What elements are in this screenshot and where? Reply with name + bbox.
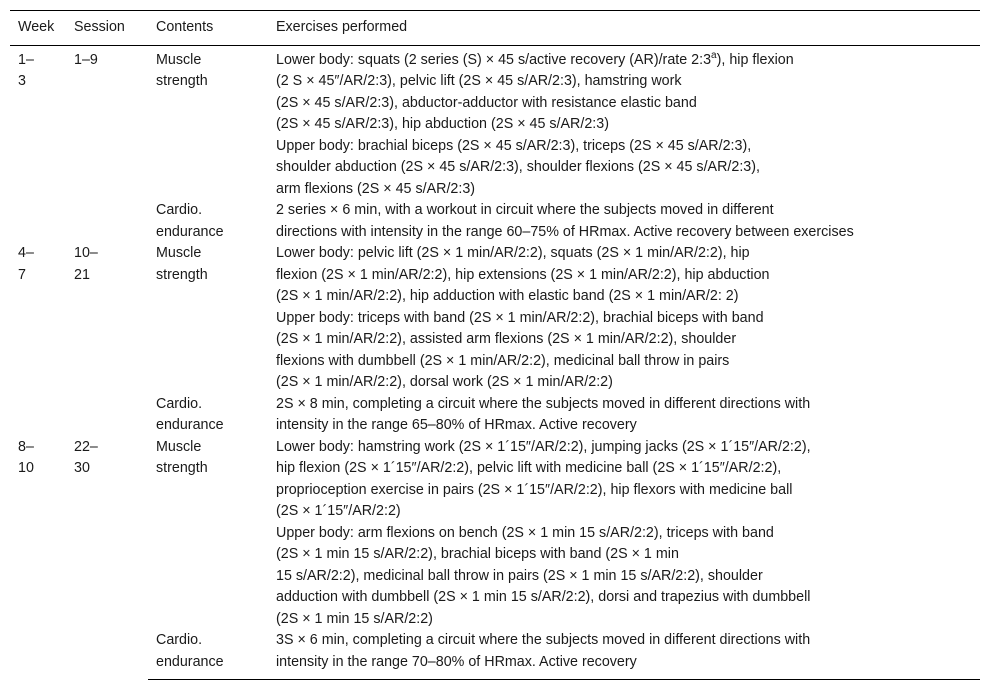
session-cell: 10– 21 [74, 245, 98, 283]
week-cell: 8– 10 [18, 438, 34, 476]
week-cell: 4– 7 [18, 245, 34, 283]
header-week: Week [10, 11, 66, 46]
contents-cell-muscle: Muscle strength [156, 438, 208, 476]
lower-body-cell [268, 45, 980, 136]
upper-body-cell: Upper body: arm flexions on bench (2S × 1 min 15 s/AR/2:2), triceps with band (2S × 1 min 15 s/AR/2:2), brachial biceps with band (2S × 1 min 15 s/AR/2:2), medicinal ball throw in pairs (2S × 1 min 15 s/AR/2:2), shoulder adduction with dumbbell (2S × 1 min 15 s/AR/2:2), dorsi and trapezius with dumbbell (2S × 1 min 15 s/AR/2:2) [276, 524, 811, 627]
table-row [10, 630, 980, 680]
table-header-row [10, 11, 980, 46]
header-session: Session [66, 11, 148, 46]
table-row [10, 200, 980, 243]
table-row [10, 45, 980, 136]
lower-body-cell: Lower body: pelvic lift (2S × 1 min/AR/2:2), squats (2S × 1 min/AR/2:2), hip flexion (2S × 1 min/AR/2:2), hip extensions (2S × 1 min/AR/2:2), hip abduction (2S × 1 min/AR/2:2), hip adduction with elastic band (2S × 1 min/AR/2: 2) [276, 245, 770, 304]
contents-cell-cardio: Cardio. endurance [148, 630, 268, 680]
contents-cell-cardio: Cardio. endurance [156, 395, 224, 433]
week-cell: 1– 3 [18, 51, 34, 89]
session-cell: 1–9 [74, 51, 98, 68]
header-exercises: Exercises performed [268, 11, 980, 46]
lower-body-text: Lower body: squats (2 series (S) × 45 s/active recovery (AR)/rate 2:3 [276, 51, 712, 68]
footnote-marker: a [711, 49, 717, 61]
contents-cell-muscle: Muscle strength [156, 51, 208, 89]
session-cell: 22– 30 [74, 438, 98, 476]
table-row [10, 243, 980, 308]
cardio-cell: 3S × 6 min, completing a circuit where the subjects moved in different directions with intensity in the range 70–80% of HRmax. Active recovery [268, 630, 980, 680]
lower-body-text-cont: ), hip flexion (2 S × 45″/AR/2:3), pelvic lift (2S × 45 s/AR/2:3), hamstring work (2S × 45 s/AR/2:3), abductor-adductor with resistance elastic band (2S × 45 s/AR/2:3), hip abduction (2S × 45 s/AR/2:3) [276, 51, 794, 132]
cardio-cell: 2S × 8 min, completing a circuit where the subjects moved in different directions with intensity in the range 65–80% of HRmax. Active recovery [276, 395, 811, 433]
contents-cell-muscle: Muscle strength [156, 245, 208, 283]
table-row [10, 437, 980, 523]
upper-body-cell: Upper body: brachial biceps (2S × 45 s/AR/2:3), triceps (2S × 45 s/AR/2:3), shoulder abduction (2S × 45 s/AR/2:3), shoulder flexions (2S × 45 s/AR/2:3), arm flexions (2S × 45 s/AR/2:3) [276, 137, 760, 197]
table-row [10, 394, 980, 437]
upper-body-cell: Upper body: triceps with band (2S × 1 min/AR/2:2), brachial biceps with band (2S × 1 min/AR/2:2), assisted arm flexions (2S × 1 min/AR/2:2), shoulder flexions with dumbbell (2S × 1 min/AR/2:2), medicinal ball throw in pairs (2S × 1 min/AR/2:2), dorsal work (2S × 1 min/AR/2:2) [276, 309, 764, 390]
header-contents: Contents [148, 11, 268, 46]
lower-body-cell: Lower body: hamstring work (2S × 1´15″/AR/2:2), jumping jacks (2S × 1´15″/AR/2:2), hip flexion (2S × 1´15″/AR/2:2), pelvic lift with medicine ball (2S × 1´15″/AR/2:2), proprioception exercise in pairs (2S × 1´15″/AR/2:2), hip flexors with medicine ball (2S × 1´15″/AR/2:2) [276, 438, 811, 519]
exercise-program-table [10, 10, 980, 680]
cardio-cell: 2 series × 6 min, with a workout in circuit where the subjects moved in different directions with intensity in the range 60–75% of HRmax. Active recovery between exercises [276, 202, 854, 240]
contents-cell-cardio: Cardio. endurance [156, 202, 224, 240]
